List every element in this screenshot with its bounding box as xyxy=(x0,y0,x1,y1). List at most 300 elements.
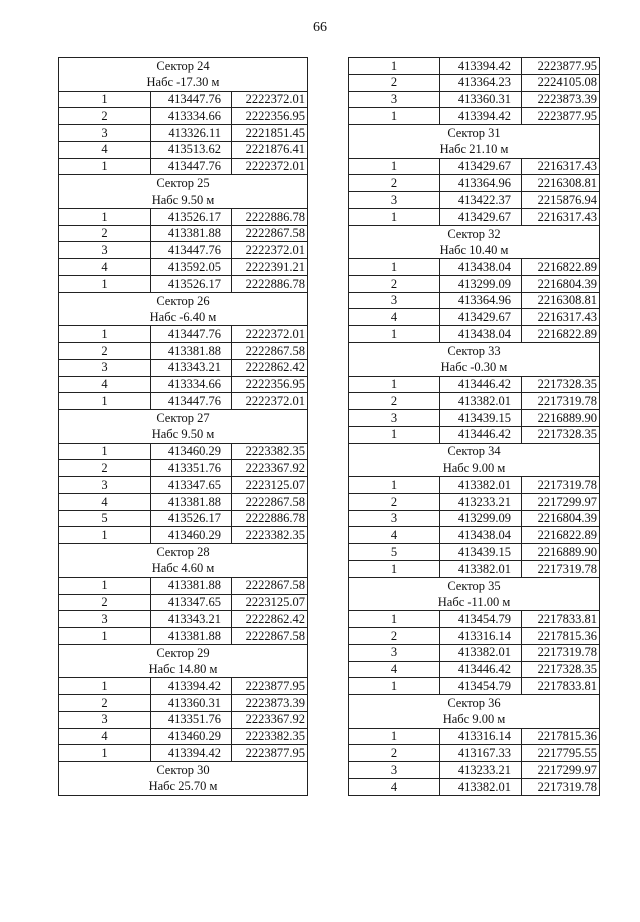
x-coordinate-cell: 413394.42 xyxy=(151,745,232,762)
coordinates-table-right xyxy=(348,57,600,796)
table-row xyxy=(349,678,600,695)
point-number-cell: 1 xyxy=(59,527,151,544)
x-coordinate-cell: 413382.01 xyxy=(440,778,522,795)
point-number-cell: 4 xyxy=(59,493,151,510)
sector-title-row xyxy=(349,343,600,360)
table-row xyxy=(349,208,600,225)
y-coordinate-cell: 2222356.95 xyxy=(232,108,308,125)
point-number-cell: 5 xyxy=(349,544,440,561)
y-coordinate-cell: 2223382.35 xyxy=(232,443,308,460)
table-row xyxy=(349,192,600,209)
sector-title-row xyxy=(59,762,308,779)
sector-height: Набс 14.80 м xyxy=(59,661,308,678)
x-coordinate-cell: 413233.21 xyxy=(440,762,522,779)
table-row xyxy=(59,359,308,376)
point-number-cell: 2 xyxy=(59,225,151,242)
table-row xyxy=(349,762,600,779)
x-coordinate-cell: 413438.04 xyxy=(440,527,522,544)
point-number-cell: 1 xyxy=(59,275,151,292)
sector-height: Набс -11.00 м xyxy=(349,594,600,611)
table-row xyxy=(59,728,308,745)
table-row xyxy=(349,259,600,276)
x-coordinate-cell: 413364.96 xyxy=(440,175,522,192)
point-number-cell: 2 xyxy=(349,628,440,645)
y-coordinate-cell: 2222356.95 xyxy=(232,376,308,393)
sector-height: Набс 21.10 м xyxy=(349,141,600,158)
x-coordinate-cell: 413446.42 xyxy=(440,426,522,443)
x-coordinate-cell: 413233.21 xyxy=(440,493,522,510)
sector-title: Сектор 32 xyxy=(349,225,600,242)
x-coordinate-cell: 413347.65 xyxy=(151,594,232,611)
point-number-cell: 1 xyxy=(349,259,440,276)
y-coordinate-cell: 2222867.58 xyxy=(232,225,308,242)
table-row xyxy=(59,745,308,762)
y-coordinate-cell: 2217328.35 xyxy=(522,661,600,678)
sector-height: Набс 9.00 м xyxy=(349,711,600,728)
y-coordinate-cell: 2223125.07 xyxy=(232,594,308,611)
x-coordinate-cell: 413334.66 xyxy=(151,376,232,393)
x-coordinate-cell: 413316.14 xyxy=(440,628,522,645)
x-coordinate-cell: 413513.62 xyxy=(151,141,232,158)
table-row xyxy=(59,158,308,175)
x-coordinate-cell: 413394.42 xyxy=(440,58,522,75)
table-row xyxy=(59,711,308,728)
x-coordinate-cell: 413326.11 xyxy=(151,125,232,142)
x-coordinate-cell: 413394.42 xyxy=(151,678,232,695)
sector-title-row xyxy=(349,443,600,460)
x-coordinate-cell: 413446.42 xyxy=(440,376,522,393)
x-coordinate-cell: 413447.76 xyxy=(151,158,232,175)
x-coordinate-cell: 413454.79 xyxy=(440,611,522,628)
point-number-cell: 1 xyxy=(59,678,151,695)
y-coordinate-cell: 2222372.01 xyxy=(232,158,308,175)
x-coordinate-cell: 413446.42 xyxy=(440,661,522,678)
sector-height: Набс 9.50 м xyxy=(59,426,308,443)
table-row xyxy=(59,443,308,460)
point-number-cell: 2 xyxy=(59,460,151,477)
y-coordinate-cell: 2217299.97 xyxy=(522,493,600,510)
y-coordinate-cell: 2217328.35 xyxy=(522,426,600,443)
table-row xyxy=(349,108,600,125)
point-number-cell: 2 xyxy=(349,745,440,762)
table-row xyxy=(59,628,308,645)
point-number-cell: 4 xyxy=(59,259,151,276)
y-coordinate-cell: 2223877.95 xyxy=(522,58,600,75)
table-row xyxy=(59,259,308,276)
table-row xyxy=(349,628,600,645)
x-coordinate-cell: 413429.67 xyxy=(440,158,522,175)
y-coordinate-cell: 2216889.90 xyxy=(522,410,600,427)
point-number-cell: 3 xyxy=(349,410,440,427)
table-row xyxy=(349,292,600,309)
x-coordinate-cell: 413351.76 xyxy=(151,460,232,477)
sector-title: Сектор 34 xyxy=(349,443,600,460)
sector-title: Сектор 27 xyxy=(59,410,308,427)
sector-height-row xyxy=(349,711,600,728)
table-row xyxy=(349,644,600,661)
y-coordinate-cell: 2217833.81 xyxy=(522,678,600,695)
x-coordinate-cell: 413429.67 xyxy=(440,309,522,326)
x-coordinate-cell: 413526.17 xyxy=(151,275,232,292)
point-number-cell: 1 xyxy=(59,158,151,175)
point-number-cell: 1 xyxy=(349,58,440,75)
x-coordinate-cell: 413447.76 xyxy=(151,326,232,343)
sector-title: Сектор 28 xyxy=(59,544,308,561)
point-number-cell: 1 xyxy=(59,208,151,225)
sector-title-row xyxy=(349,225,600,242)
x-coordinate-cell: 413447.76 xyxy=(151,242,232,259)
table-row xyxy=(59,343,308,360)
y-coordinate-cell: 2222862.42 xyxy=(232,611,308,628)
table-row xyxy=(349,275,600,292)
sector-height-row xyxy=(349,141,600,158)
point-number-cell: 2 xyxy=(59,343,151,360)
x-coordinate-cell: 413299.09 xyxy=(440,510,522,527)
y-coordinate-cell: 2217319.78 xyxy=(522,778,600,795)
y-coordinate-cell: 2223873.39 xyxy=(522,91,600,108)
sector-title-row xyxy=(349,695,600,712)
table-row xyxy=(59,577,308,594)
sector-title: Сектор 31 xyxy=(349,125,600,142)
table-row xyxy=(349,74,600,91)
point-number-cell: 3 xyxy=(349,91,440,108)
sector-title: Сектор 33 xyxy=(349,343,600,360)
point-number-cell: 1 xyxy=(59,628,151,645)
table-row xyxy=(349,175,600,192)
point-number-cell: 1 xyxy=(59,91,151,108)
x-coordinate-cell: 413439.15 xyxy=(440,544,522,561)
point-number-cell: 1 xyxy=(349,426,440,443)
x-coordinate-cell: 413526.17 xyxy=(151,510,232,527)
y-coordinate-cell: 2222867.58 xyxy=(232,577,308,594)
point-number-cell: 4 xyxy=(349,661,440,678)
table-row xyxy=(349,393,600,410)
point-number-cell: 1 xyxy=(59,326,151,343)
y-coordinate-cell: 2215876.94 xyxy=(522,192,600,209)
x-coordinate-cell: 413429.67 xyxy=(440,208,522,225)
x-coordinate-cell: 413439.15 xyxy=(440,410,522,427)
sector-title-row xyxy=(349,125,600,142)
point-number-cell: 1 xyxy=(349,376,440,393)
y-coordinate-cell: 2221876.41 xyxy=(232,141,308,158)
y-coordinate-cell: 2222391.21 xyxy=(232,259,308,276)
table-row xyxy=(59,242,308,259)
sector-height: Набс 9.00 м xyxy=(349,460,600,477)
point-number-cell: 2 xyxy=(349,393,440,410)
table-row xyxy=(59,91,308,108)
table-row xyxy=(59,125,308,142)
sector-height-row xyxy=(349,359,600,376)
y-coordinate-cell: 2217319.78 xyxy=(522,644,600,661)
point-number-cell: 1 xyxy=(349,108,440,125)
table-row xyxy=(59,141,308,158)
x-coordinate-cell: 413382.01 xyxy=(440,560,522,577)
table-row xyxy=(349,728,600,745)
x-coordinate-cell: 413526.17 xyxy=(151,208,232,225)
sector-height-row xyxy=(349,594,600,611)
x-coordinate-cell: 413316.14 xyxy=(440,728,522,745)
point-number-cell: 1 xyxy=(349,728,440,745)
table-row xyxy=(59,275,308,292)
point-number-cell: 1 xyxy=(349,560,440,577)
table-row xyxy=(349,477,600,494)
point-number-cell: 1 xyxy=(349,326,440,343)
point-number-cell: 4 xyxy=(349,309,440,326)
table-row xyxy=(59,695,308,712)
sector-height-row xyxy=(59,778,308,795)
point-number-cell: 1 xyxy=(349,611,440,628)
point-number-cell: 3 xyxy=(59,611,151,628)
y-coordinate-cell: 2222867.58 xyxy=(232,628,308,645)
x-coordinate-cell: 413343.21 xyxy=(151,359,232,376)
point-number-cell: 2 xyxy=(349,175,440,192)
point-number-cell: 3 xyxy=(59,711,151,728)
sector-title: Сектор 29 xyxy=(59,644,308,661)
x-coordinate-cell: 413447.76 xyxy=(151,393,232,410)
y-coordinate-cell: 2222867.58 xyxy=(232,343,308,360)
point-number-cell: 1 xyxy=(349,158,440,175)
x-coordinate-cell: 413447.76 xyxy=(151,91,232,108)
y-coordinate-cell: 2216317.43 xyxy=(522,158,600,175)
y-coordinate-cell: 2222372.01 xyxy=(232,326,308,343)
table-row xyxy=(59,208,308,225)
coordinates-table-left xyxy=(58,57,308,796)
table-row xyxy=(349,376,600,393)
x-coordinate-cell: 413592.05 xyxy=(151,259,232,276)
y-coordinate-cell: 2216308.81 xyxy=(522,175,600,192)
point-number-cell: 1 xyxy=(349,678,440,695)
table-row xyxy=(59,460,308,477)
table-row xyxy=(59,225,308,242)
x-coordinate-cell: 413347.65 xyxy=(151,477,232,494)
y-coordinate-cell: 2223382.35 xyxy=(232,728,308,745)
point-number-cell: 4 xyxy=(349,778,440,795)
x-coordinate-cell: 413381.88 xyxy=(151,225,232,242)
sector-title-row xyxy=(59,410,308,427)
x-coordinate-cell: 413381.88 xyxy=(151,628,232,645)
y-coordinate-cell: 2223877.95 xyxy=(232,745,308,762)
table-row xyxy=(349,527,600,544)
x-coordinate-cell: 413460.29 xyxy=(151,728,232,745)
page-number: 66 xyxy=(313,20,327,35)
sector-height: Набс -17.30 м xyxy=(59,74,308,91)
y-coordinate-cell: 2223382.35 xyxy=(232,527,308,544)
x-coordinate-cell: 413343.21 xyxy=(151,611,232,628)
table-row xyxy=(349,560,600,577)
y-coordinate-cell: 2216317.43 xyxy=(522,208,600,225)
point-number-cell: 3 xyxy=(349,510,440,527)
table-row xyxy=(349,544,600,561)
x-coordinate-cell: 413460.29 xyxy=(151,527,232,544)
sector-height-row xyxy=(59,560,308,577)
point-number-cell: 3 xyxy=(59,242,151,259)
y-coordinate-cell: 2217319.78 xyxy=(522,477,600,494)
x-coordinate-cell: 413454.79 xyxy=(440,678,522,695)
point-number-cell: 2 xyxy=(59,695,151,712)
x-coordinate-cell: 413334.66 xyxy=(151,108,232,125)
x-coordinate-cell: 413394.42 xyxy=(440,108,522,125)
y-coordinate-cell: 2221851.45 xyxy=(232,125,308,142)
point-number-cell: 3 xyxy=(349,292,440,309)
sector-title: Сектор 35 xyxy=(349,577,600,594)
sector-title: Сектор 30 xyxy=(59,762,308,779)
sector-title: Сектор 26 xyxy=(59,292,308,309)
point-number-cell: 5 xyxy=(59,510,151,527)
table-row xyxy=(59,611,308,628)
point-number-cell: 2 xyxy=(59,594,151,611)
sector-height: Набс 10.40 м xyxy=(349,242,600,259)
x-coordinate-cell: 413422.37 xyxy=(440,192,522,209)
sector-height-row xyxy=(59,309,308,326)
sector-title-row xyxy=(349,577,600,594)
x-coordinate-cell: 413364.23 xyxy=(440,74,522,91)
point-number-cell: 1 xyxy=(59,393,151,410)
table-row xyxy=(349,778,600,795)
x-coordinate-cell: 413167.33 xyxy=(440,745,522,762)
y-coordinate-cell: 2217328.35 xyxy=(522,376,600,393)
table-row xyxy=(59,493,308,510)
point-number-cell: 1 xyxy=(59,443,151,460)
y-coordinate-cell: 2216804.39 xyxy=(522,275,600,292)
table-row xyxy=(349,510,600,527)
y-coordinate-cell: 2217815.36 xyxy=(522,628,600,645)
sector-title-row xyxy=(59,175,308,192)
y-coordinate-cell: 2222372.01 xyxy=(232,242,308,259)
sector-title-row xyxy=(59,58,308,75)
x-coordinate-cell: 413299.09 xyxy=(440,275,522,292)
sector-title-row xyxy=(59,644,308,661)
point-number-cell: 4 xyxy=(349,527,440,544)
point-number-cell: 3 xyxy=(59,125,151,142)
sector-height-row xyxy=(59,74,308,91)
x-coordinate-cell: 413438.04 xyxy=(440,326,522,343)
coordinates-table-left-body xyxy=(59,58,308,796)
sector-height-row xyxy=(59,661,308,678)
sector-height-row xyxy=(59,426,308,443)
table-row xyxy=(59,678,308,695)
point-number-cell: 4 xyxy=(59,728,151,745)
table-row xyxy=(59,477,308,494)
y-coordinate-cell: 2223873.39 xyxy=(232,695,308,712)
table-row xyxy=(59,376,308,393)
table-row xyxy=(349,611,600,628)
x-coordinate-cell: 413351.76 xyxy=(151,711,232,728)
point-number-cell: 3 xyxy=(349,192,440,209)
table-row xyxy=(349,661,600,678)
y-coordinate-cell: 2222372.01 xyxy=(232,393,308,410)
table-row xyxy=(349,326,600,343)
table-row xyxy=(349,426,600,443)
point-number-cell: 1 xyxy=(349,477,440,494)
y-coordinate-cell: 2217795.55 xyxy=(522,745,600,762)
y-coordinate-cell: 2223877.95 xyxy=(522,108,600,125)
x-coordinate-cell: 413438.04 xyxy=(440,259,522,276)
point-number-cell: 2 xyxy=(59,108,151,125)
table-row xyxy=(59,510,308,527)
y-coordinate-cell: 2216317.43 xyxy=(522,309,600,326)
sector-height: Набс 9.50 м xyxy=(59,192,308,209)
y-coordinate-cell: 2216822.89 xyxy=(522,527,600,544)
y-coordinate-cell: 2222867.58 xyxy=(232,493,308,510)
sector-height: Набс 25.70 м xyxy=(59,778,308,795)
table-row xyxy=(349,410,600,427)
y-coordinate-cell: 2222862.42 xyxy=(232,359,308,376)
point-number-cell: 2 xyxy=(349,74,440,91)
y-coordinate-cell: 2224105.08 xyxy=(522,74,600,91)
sector-title-row xyxy=(59,544,308,561)
y-coordinate-cell: 2216822.89 xyxy=(522,259,600,276)
y-coordinate-cell: 2223125.07 xyxy=(232,477,308,494)
point-number-cell: 4 xyxy=(59,376,151,393)
point-number-cell: 1 xyxy=(59,745,151,762)
table-row xyxy=(349,309,600,326)
sector-title: Сектор 24 xyxy=(59,58,308,75)
y-coordinate-cell: 2217815.36 xyxy=(522,728,600,745)
table-row xyxy=(349,58,600,75)
table-row xyxy=(349,91,600,108)
y-coordinate-cell: 2223877.95 xyxy=(232,678,308,695)
x-coordinate-cell: 413382.01 xyxy=(440,477,522,494)
y-coordinate-cell: 2222372.01 xyxy=(232,91,308,108)
x-coordinate-cell: 413460.29 xyxy=(151,443,232,460)
sector-title: Сектор 36 xyxy=(349,695,600,712)
sector-title: Сектор 25 xyxy=(59,175,308,192)
point-number-cell: 1 xyxy=(59,577,151,594)
y-coordinate-cell: 2216822.89 xyxy=(522,326,600,343)
x-coordinate-cell: 413360.31 xyxy=(440,91,522,108)
y-coordinate-cell: 2216889.90 xyxy=(522,544,600,561)
sector-height-row xyxy=(349,242,600,259)
x-coordinate-cell: 413381.88 xyxy=(151,493,232,510)
point-number-cell: 2 xyxy=(349,493,440,510)
sector-height-row xyxy=(59,192,308,209)
table-row xyxy=(349,158,600,175)
y-coordinate-cell: 2222886.78 xyxy=(232,275,308,292)
y-coordinate-cell: 2217319.78 xyxy=(522,560,600,577)
x-coordinate-cell: 413382.01 xyxy=(440,393,522,410)
point-number-cell: 4 xyxy=(59,141,151,158)
sector-height: Набс -6.40 м xyxy=(59,309,308,326)
point-number-cell: 3 xyxy=(349,644,440,661)
sector-height: Набс -0.30 м xyxy=(349,359,600,376)
table-row xyxy=(59,108,308,125)
x-coordinate-cell: 413364.96 xyxy=(440,292,522,309)
y-coordinate-cell: 2217833.81 xyxy=(522,611,600,628)
table-row xyxy=(59,594,308,611)
table-row xyxy=(59,326,308,343)
y-coordinate-cell: 2216804.39 xyxy=(522,510,600,527)
y-coordinate-cell: 2217299.97 xyxy=(522,762,600,779)
point-number-cell: 3 xyxy=(59,359,151,376)
y-coordinate-cell: 2223367.92 xyxy=(232,460,308,477)
point-number-cell: 3 xyxy=(349,762,440,779)
table-row xyxy=(349,745,600,762)
y-coordinate-cell: 2222886.78 xyxy=(232,510,308,527)
coordinates-table-right-body xyxy=(349,58,600,796)
table-row xyxy=(59,527,308,544)
point-number-cell: 2 xyxy=(349,275,440,292)
x-coordinate-cell: 413381.88 xyxy=(151,577,232,594)
point-number-cell: 1 xyxy=(349,208,440,225)
table-row xyxy=(59,393,308,410)
point-number-cell: 3 xyxy=(59,477,151,494)
sector-height: Набс 4.60 м xyxy=(59,560,308,577)
x-coordinate-cell: 413360.31 xyxy=(151,695,232,712)
y-coordinate-cell: 2217319.78 xyxy=(522,393,600,410)
sector-height-row xyxy=(349,460,600,477)
y-coordinate-cell: 2222886.78 xyxy=(232,208,308,225)
sector-title-row xyxy=(59,292,308,309)
